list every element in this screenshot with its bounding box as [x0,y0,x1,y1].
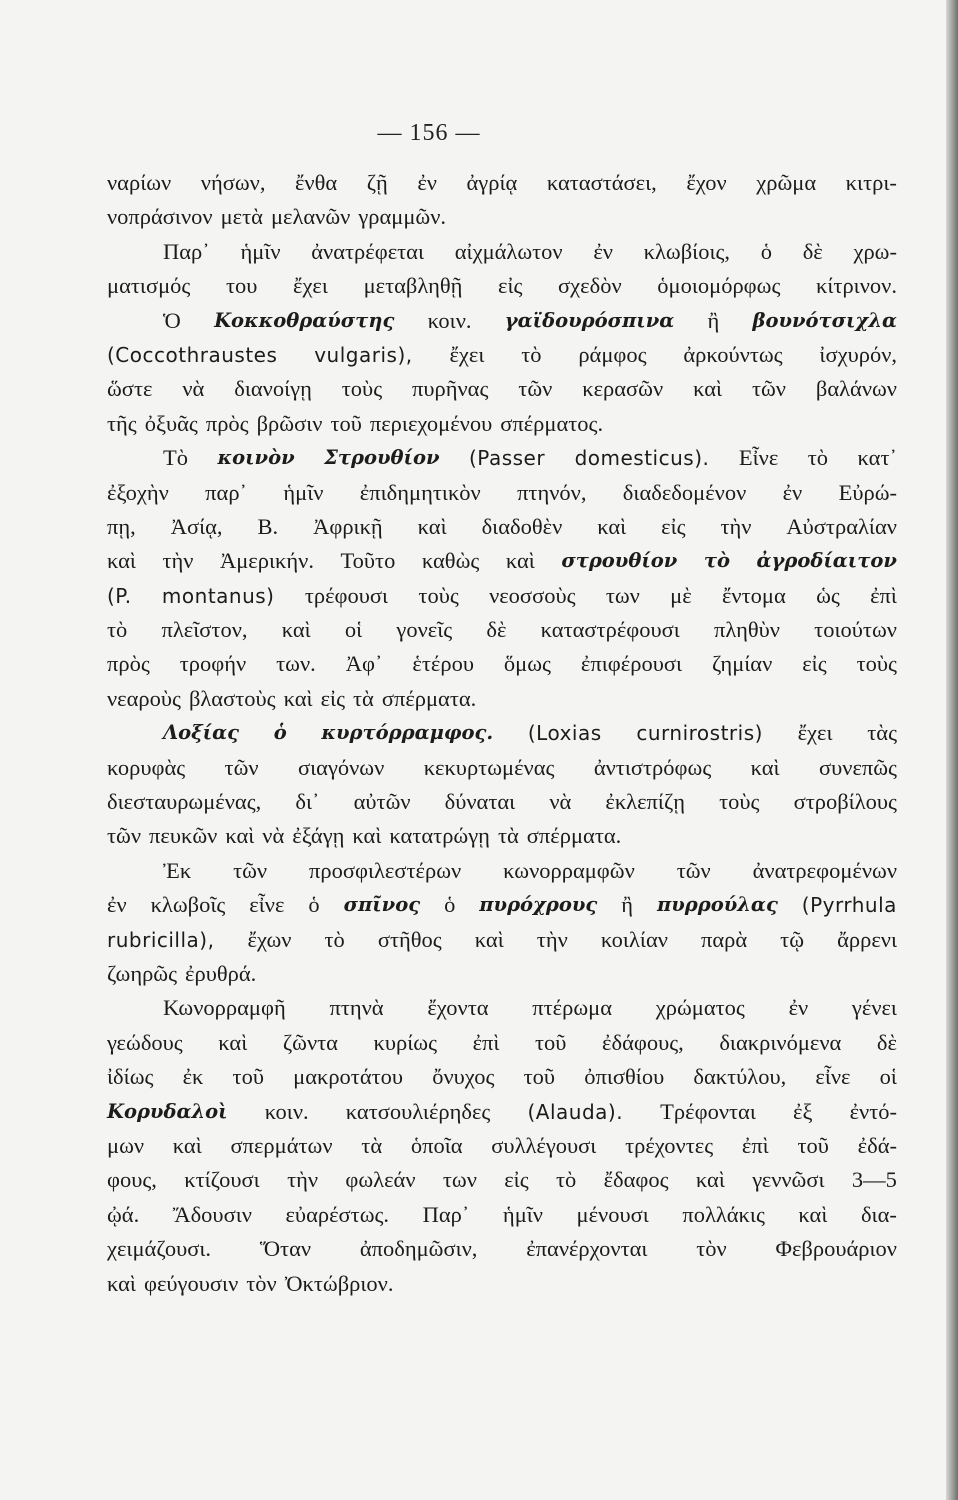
word: καὶ [172,1132,202,1158]
word: εἰς [320,685,345,711]
word: ἀντιστρόφως [593,754,712,780]
word: ἔχει [797,720,833,746]
word: κιτρι- [845,170,897,195]
word: πτηνόν, [517,479,587,505]
word: νὰ [182,376,205,402]
word: ἐκλεπίζῃ [605,789,686,815]
word: ἔχει [293,273,328,299]
word: δι᾽ [295,789,320,815]
word: σιαγόνων [297,754,385,780]
word: καὶ [693,376,723,402]
bold-term: γαϊδουρόσπινα [504,308,675,332]
word: συνεπῶς [819,754,897,780]
text-line [107,269,897,303]
word: ἐξ [793,1098,813,1124]
word: ἐντό- [849,1098,897,1124]
text-line [107,682,897,716]
word: Ἄδουσιν [172,1201,252,1227]
word: στροβίλους [793,789,897,815]
word: Ὁ [163,307,181,333]
word: ἡμῖν [502,1201,543,1227]
word: Ἀφρικῇ [313,513,383,539]
word: καὶ [750,754,780,780]
word: τὴν [720,513,752,539]
latin-term: vulgaris), [314,342,413,367]
word: αὐτῶν [353,789,411,815]
bold-term: τὸ [703,549,730,573]
word: κωνορραμφῶν [503,857,635,883]
word: τῷ [780,926,805,952]
word: πολλάκις [682,1201,765,1227]
text-line [107,854,897,888]
word: ἔχων [247,926,292,952]
bold-term: ὁ [273,721,287,745]
word: καὶ [107,1270,136,1296]
bold-term: κυρτόρραμφος. [321,721,494,745]
word: κτίζουσι [184,1167,260,1193]
word: τρέχοντες [625,1132,714,1158]
word: ἡμῖν [283,479,324,505]
word: τῶν [518,376,553,402]
word: καταστρέφουσι [540,617,680,643]
word: ἀνατρεφομένων [752,857,897,883]
word: κοιν. [427,307,472,333]
word: βρῶσιν [256,410,323,436]
word: τοὺς [418,582,459,608]
word: ἐν [107,892,127,918]
word: κατσουλιέρηδες [345,1098,491,1124]
word: ἐδά- [857,1132,897,1158]
word: ἐπὶ [472,1029,500,1055]
word: τῶν [751,376,786,402]
word: τὴν [536,926,568,952]
word: Παρ᾽ [422,1201,470,1227]
word: τοὺς [856,651,897,677]
word: τὸν [696,1236,727,1262]
word: περιεχομένου [369,410,493,436]
word: ᾠά. [107,1201,140,1227]
word: ράμφος [578,341,647,367]
word: κίτρινον. [816,273,897,299]
word: τροφήν [179,651,247,677]
word: τὴν [287,1167,319,1193]
word: σπερμάτων [230,1132,333,1158]
word: καθὼς [421,548,480,574]
latin-term: (Pyrrhula [801,893,897,918]
word: μακροτάτου [293,1064,404,1090]
word: κλωβίοις, [643,238,731,264]
word: 3—5 [851,1167,897,1193]
word: καὶ [218,1029,248,1055]
word: τὰ [352,685,374,711]
word: δὲ [486,617,507,643]
word: μελανῶν [270,204,351,230]
word: τῶν [224,754,259,780]
text-line [107,888,897,922]
word: χρω- [853,238,897,264]
word: προσφιλεστέρων [309,857,462,883]
word: ἐρυθρά. [185,960,257,986]
word: γεννῶσι [752,1167,825,1193]
word: ἔντομα [721,582,786,608]
word: ἐν [788,995,809,1021]
word: γραμμῶν. [358,204,447,230]
word: διανοίγῃ [234,376,312,402]
word: των [442,1167,477,1193]
text-line [107,338,897,372]
word: ζημίαν [711,651,773,677]
word: ὁ [308,892,320,918]
word: καὶ [474,926,504,952]
word: σπέρματα. [381,685,477,711]
word: ἀγρίᾳ [466,170,518,195]
word: κατ᾽ [857,445,897,471]
word: καὶ [283,685,313,711]
latin-term: montanus) [161,583,275,608]
word: πῃ, [107,513,136,539]
latin-term: curnirostris) [636,721,763,746]
binding-gutter-shadow [946,0,958,1500]
word: πυρῆνας [412,376,489,402]
word: ὡς [816,582,840,608]
word: νεοσσοὺς [489,582,576,608]
word: δακτύλου, [693,1064,787,1090]
word: δὲ [876,1029,897,1055]
word: τὸ [324,926,345,952]
word: χειμάζουσι. [107,1236,212,1262]
word: τοὺς [341,376,383,402]
word: πτηνὰ [329,995,384,1021]
word: βλαστοὺς [188,685,276,711]
word: των [605,582,640,608]
text-line [107,510,897,544]
word: μεταβληθῇ [363,273,463,299]
word: καὶ [417,513,447,539]
word: ἐπὶ [870,582,897,608]
word: διεσταυρωμένας, [107,789,262,815]
word: Αὐστραλίαν [786,513,897,539]
word: ζῶντα [282,1029,338,1055]
latin-term: rubricilla), [107,927,215,952]
word: νὰ [262,823,285,849]
word: ὀξυᾶς [144,410,198,436]
word: ὥστε [107,376,153,402]
word: ἀνατρέφεται [311,238,425,264]
word: τὰ [497,823,519,849]
text-line [107,923,897,957]
word: ζῇ [366,170,388,195]
word: πευκῶν [149,823,218,849]
word: ἐπιφέρουσι [580,651,683,677]
word: εἰς [504,1167,529,1193]
text-line [107,1267,897,1301]
word: τὰ [361,1132,383,1158]
word: τὸ [107,617,128,643]
word: χρώματος [655,995,745,1021]
word: Β. [257,513,279,539]
word: τῶν [676,857,711,883]
word: του [225,273,258,299]
word: Εὐρώ- [838,479,897,505]
word: Τοῦτο [340,548,396,574]
word: τὴν [162,548,194,574]
bold-term: Λοξίας [163,721,240,745]
bold-term: στρουθίον [561,549,678,573]
text-line [107,476,897,510]
word: ἐν [782,479,803,505]
word: κορυφὰς [107,754,186,780]
word: πτέρωμα [532,995,613,1021]
bold-term: κοινὸν [217,446,295,470]
word: ὀπισθίου [584,1064,665,1090]
word: καὶ [505,548,535,574]
text-line [107,407,897,441]
word: ἢ [621,892,634,918]
text-line [107,441,897,475]
word: Τρέφονται [660,1098,756,1124]
word: εἰς [661,513,686,539]
text-line [107,166,897,200]
word: πλεῖστον, [161,617,248,643]
latin-term: domesticus). [574,446,710,471]
text-line [107,1198,897,1232]
bold-term: Στρουθίον [324,446,440,470]
word: τῆς [107,410,137,436]
word: τοῦ [232,1064,264,1090]
latin-term: (Loxias [527,721,602,746]
word: διαδεδομένον [622,479,747,505]
text-line [107,235,897,269]
word: τοῦ [535,1029,567,1055]
word: ἀποδημῶσιν, [359,1236,478,1262]
word: νὰ [549,789,572,815]
word: κοιν. [264,1098,309,1124]
bold-term: πυρρούλας [656,893,778,917]
word: μων [107,1132,145,1158]
word: τοῦ [523,1064,556,1090]
text-line [107,991,897,1025]
word: ἐν [593,238,613,264]
word: συλλέγουσι [491,1132,597,1158]
word: Κωνορραμφῆ [163,995,286,1021]
word: στῆθος [377,926,442,952]
text-line [107,613,897,647]
word: οἱ [879,1064,897,1090]
bold-term: Κορυδαλοὶ [107,1099,228,1123]
word: πρὸς [205,410,249,436]
text-line [107,785,897,819]
word: ναρίων [107,170,172,195]
word: ἡμῖν [240,238,281,264]
word: φωλεάν [345,1167,416,1193]
word: ἐξάγῃ [292,823,345,849]
word: φεύγουσιν [143,1270,239,1296]
latin-term: (Alauda). [527,1099,624,1124]
word: ἀρκούντως [683,341,783,367]
word: Ἀφ᾽ [345,651,383,677]
word: μὲ [670,582,692,608]
word: ματισμός [107,273,191,299]
word: καταστάσει, [546,170,657,195]
text-line [107,751,897,785]
text-line [107,819,897,853]
bold-term: σπῖνος [343,893,421,917]
word: ἐξοχὴν [107,479,169,505]
word: κοιλίαν [600,926,668,952]
word: καὶ [352,823,382,849]
word: ἔδαφος [603,1167,669,1193]
word: σχεδὸν [558,273,622,299]
word: εἶνε [249,892,285,918]
word: τὸν [246,1270,277,1296]
word: τρέφουσι [304,582,389,608]
word: ὄνυχος [432,1064,495,1090]
word: ἔχει [449,341,485,367]
word: εἶνε [815,1064,851,1090]
text-line [107,544,897,578]
word: τοῦ [330,410,362,436]
word: Ὅταν [259,1236,312,1262]
word: ἐπιδημητικὸν [359,479,481,505]
text-line [107,579,897,613]
word: τὸ [555,1167,577,1193]
text-line [107,304,897,338]
word: ἰσχυρόν, [819,341,897,367]
word: διακρινόμενα [719,1029,842,1055]
word: χρῶμα [756,170,817,195]
word: εἰς [802,651,827,677]
text-line [107,957,897,991]
word: δύναται [444,789,516,815]
word: νήσων, [200,170,266,195]
word: τοιούτων [814,617,897,643]
word: ὅμως [503,651,551,677]
word: τὰς [867,720,897,746]
word: κερασῶν [582,376,664,402]
word: διαδοθὲν [481,513,563,539]
word: καὶ [107,548,136,574]
word: οἱ [344,617,363,643]
word: Ὀκτώβριον. [284,1270,394,1296]
word: ὁ [760,238,772,264]
word: εὐαρέστως. [285,1201,390,1227]
word: μένουσι [576,1201,649,1227]
word: ἑτέρου [412,651,474,677]
word: καὶ [597,513,627,539]
word: τῶν [107,823,142,849]
word: αἰχμάλωτον [454,238,563,264]
word: Τὸ [163,445,188,471]
word: δὲ [802,238,823,264]
word: ἐκ [182,1064,204,1090]
word: ἐπὶ [741,1132,769,1158]
word: Ἀσίᾳ, [170,513,223,539]
text-line [107,200,897,234]
word: πληθὺν [714,617,780,643]
word: ἔχοντα [427,995,489,1021]
bold-term: βουνότσιχλα [752,308,897,332]
word: νεαροὺς [107,685,181,711]
word: παρ᾽ [205,479,248,505]
word: ἔνθα [294,170,338,195]
word: ὁ [444,892,456,918]
text-line [107,1232,897,1266]
bold-term: ἀγροδίαιτον [756,549,897,573]
word: παρὰ [700,926,748,952]
word: δια- [860,1201,897,1227]
word: Ἐκ [163,857,192,883]
word: πρὸς [107,651,150,677]
word: ἐπανέρχονται [526,1236,648,1262]
text-line [107,1026,897,1060]
word: Παρ᾽ [163,238,210,264]
word: ὁποῖα [410,1132,463,1158]
word: ἰδίως [107,1064,154,1090]
text-line [107,647,897,681]
word: τοῦ [797,1132,829,1158]
word: σπέρματος. [500,410,604,436]
latin-term: (Coccothraustes [107,342,278,367]
word: κυρίως [373,1029,438,1055]
latin-term: (P. [107,583,132,608]
word: γένει [851,995,897,1021]
word: κλωβοῖς [150,892,226,918]
word: Φεβρουάριον [775,1236,897,1262]
text-line [107,1163,897,1197]
text-line [107,716,897,750]
word: βαλάνων [815,376,897,402]
word: ζωηρῶς [107,960,178,986]
word: εἰς [498,273,523,299]
word: καὶ [225,823,255,849]
word: καὶ [798,1201,828,1227]
word: τὸ [521,341,542,367]
text-line [107,1060,897,1094]
word: ἐν [417,170,437,195]
word: καὶ [695,1167,725,1193]
word: γονεῖς [396,617,453,643]
word: ἄρρενι [837,926,897,952]
word: μετὰ [220,204,263,230]
text-line [107,1129,897,1163]
text-line [107,1095,897,1129]
page-number: — 156 — [377,120,481,146]
word: κατατρώγῃ [389,823,490,849]
word: γεώδους [107,1029,183,1055]
word: των. [276,651,316,677]
bold-term: πυρόχρους [479,893,598,917]
word: ἔχον [686,170,727,195]
word: νοπράσινον [107,204,213,230]
latin-term: (Passer [468,446,546,471]
word: Ἀμερικήν. [220,548,314,574]
word: ἐδάφους, [602,1029,684,1055]
word: καὶ [281,617,311,643]
word: ὁμοιομόρφως [657,273,781,299]
word: τὸ [807,445,829,471]
word: φους, [107,1167,157,1193]
word: ἢ [707,307,720,333]
text-line [107,372,897,406]
word: Εἶνε [738,445,779,471]
word: σπέρματα. [526,823,622,849]
word: τοὺς [719,789,760,815]
bold-term: Κοκκοθραύστης [214,308,395,332]
word: τῶν [233,857,268,883]
word: κεκυρτωμένας [423,754,555,780]
body-text [107,166,897,1301]
